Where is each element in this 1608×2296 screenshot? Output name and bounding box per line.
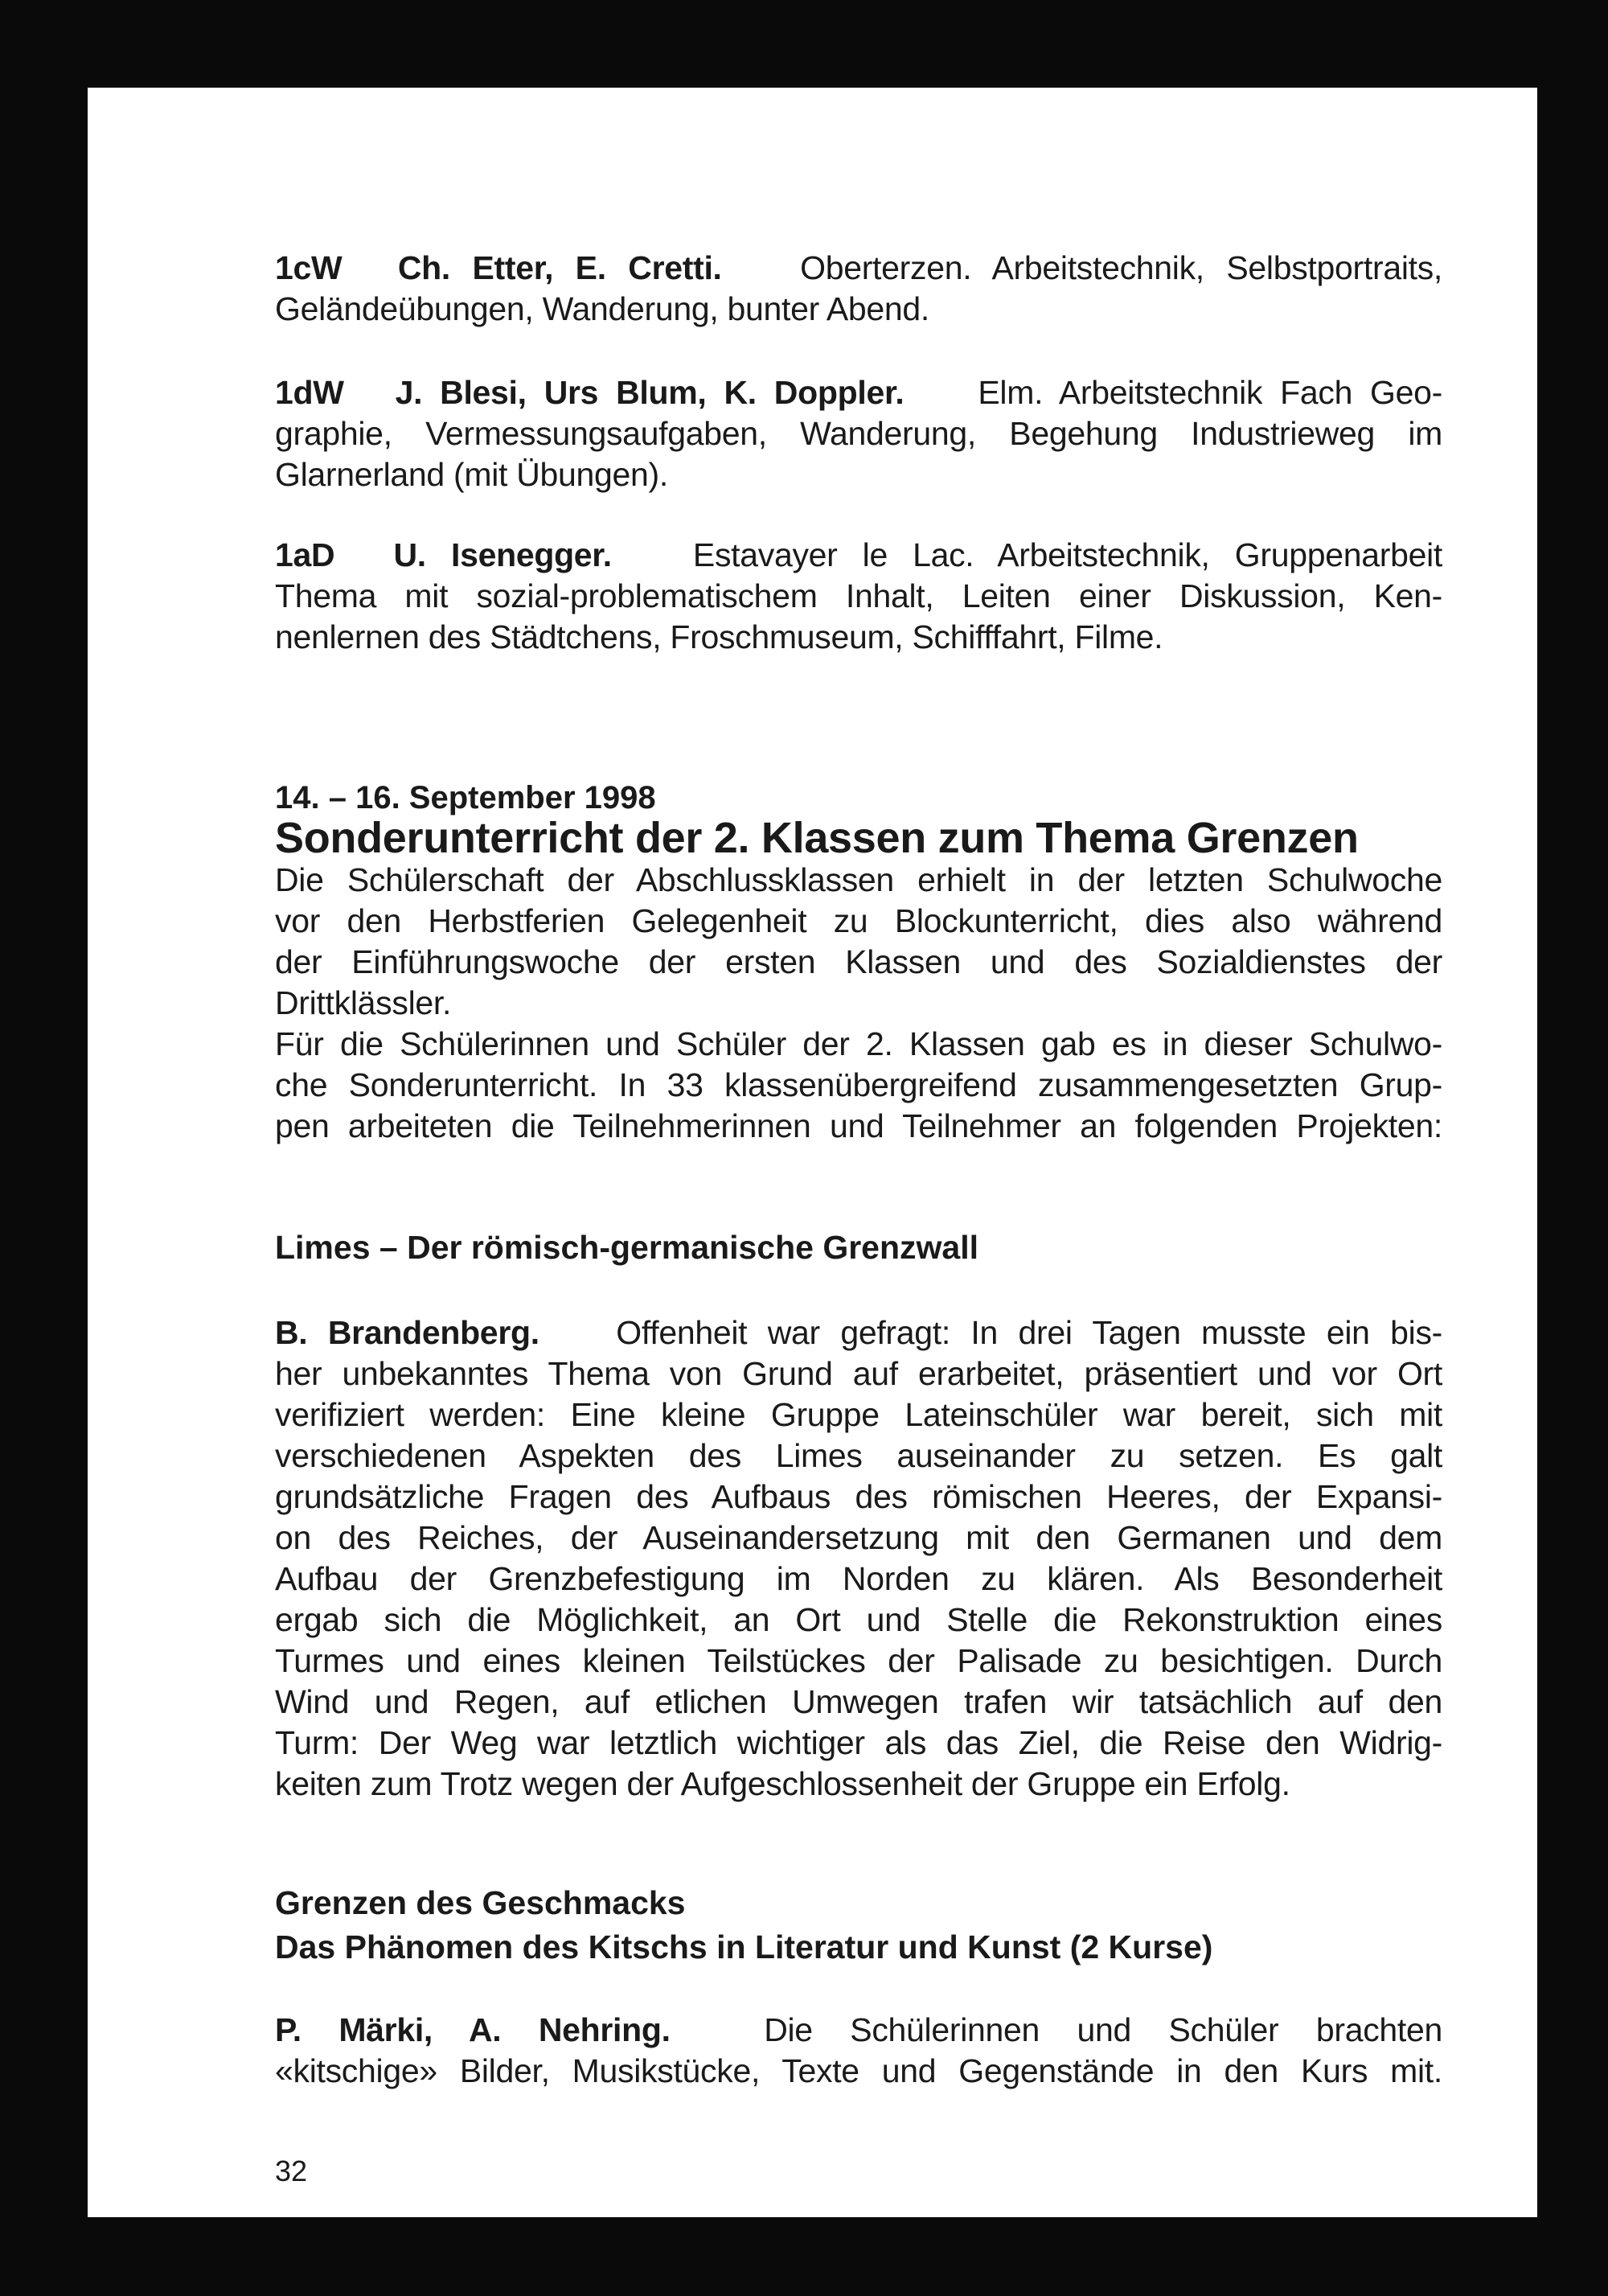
text-line <box>275 1764 1442 1805</box>
author-names: B. Brandenberg. <box>275 1314 539 1351</box>
text-line <box>275 617 1442 658</box>
line-text: der Einführungswoche der ersten Klassen und des Sozialdienstes der <box>275 943 1442 980</box>
text-line <box>275 289 1442 330</box>
line-text: Offenheit war gefragt: In drei Tagen musste ein bis- <box>616 1314 1442 1351</box>
line-text: vor den Herbstferien Gelegenheit zu Blockunterricht, dies also während <box>275 902 1442 939</box>
line-text: che Sonderunterricht. In 33 klassenübergreifend zusammengesetzten Grup- <box>275 1066 1442 1103</box>
line-text: Estavayer le Lac. Arbeitstechnik, Gruppenarbeit <box>692 536 1442 573</box>
text-line <box>275 860 1442 901</box>
limes-paragraph <box>275 1312 1442 1805</box>
text-line <box>275 1723 1442 1764</box>
intro-paragraph <box>275 860 1442 1147</box>
line-text: Turm: Der Weg war letztlich wichtiger als das Ziel, die Reise den Widrig- <box>275 1724 1442 1761</box>
text-line <box>275 372 1442 413</box>
line-text: Glarnerland (mit Übungen). <box>275 456 668 493</box>
line-text: pen arbeiteten die Teilnehmerinnen und Teilnehmer an folgenden Projekten: <box>275 1107 1442 1144</box>
text-line <box>275 1065 1442 1106</box>
author-names: J. Blesi, Urs Blum, K. Doppler. <box>395 374 904 411</box>
text-line <box>275 1518 1442 1559</box>
text-line <box>275 1106 1442 1147</box>
line-text: graphie, Vermessungsaufgaben, Wanderung, Begehung Industrieweg im <box>275 415 1442 452</box>
line-text: nenlernen des Städtchens, Froschmuseum, Schifffahrt, Filme. <box>275 618 1163 655</box>
kitsch-heading <box>275 1881 1212 1969</box>
text-line <box>275 1600 1442 1641</box>
author-names: U. Isenegger. <box>393 536 612 573</box>
text-line <box>275 2051 1442 2092</box>
line-text: grundsätzliche Fragen des Aufbaus des römischen Heeres, der Expansi- <box>275 1478 1442 1515</box>
text-line <box>275 454 1442 495</box>
line-text: Elm. Arbeitstechnik Fach Geo- <box>978 374 1442 411</box>
line-text: ergab sich die Möglichkeit, an Ort und Stelle die Rekonstruktion eines <box>275 1601 1442 1638</box>
entry-1dw <box>275 372 1442 495</box>
text-line <box>275 413 1442 454</box>
class-code: 1aD <box>275 536 335 573</box>
text-line <box>275 1024 1442 1065</box>
kitsch-heading-line-1: Grenzen des Geschmacks <box>275 1884 686 1921</box>
page-number: 32 <box>275 2154 308 2187</box>
line-text: Drittklässler. <box>275 984 452 1021</box>
text-line <box>275 983 1442 1024</box>
class-code: 1cW <box>275 249 343 286</box>
text-line <box>275 1559 1442 1600</box>
text-line <box>275 1436 1442 1477</box>
text-line <box>275 576 1442 617</box>
line-text: Die Schülerinnen und Schüler brachten <box>764 2011 1442 2048</box>
section-date: 14. – 16. September 1998 <box>275 780 656 815</box>
line-text: on des Reiches, der Auseinandersetzung mit den Germanen und dem <box>275 1519 1442 1556</box>
document-page <box>88 88 1537 2217</box>
kitsch-heading-line-2: Das Phänomen des Kitschs in Literatur und Kunst (2 Kurse) <box>275 1928 1213 1965</box>
line-text: verschiedenen Aspekten des Limes auseinander zu setzen. Es galt <box>275 1437 1442 1474</box>
line-text: Wind und Regen, auf etlichen Umwegen trafen wir tatsächlich auf den <box>275 1683 1442 1720</box>
line-text: Geländeübungen, Wanderung, bunter Abend. <box>275 290 929 327</box>
text-line <box>275 1641 1442 1682</box>
class-code: 1dW <box>275 374 344 411</box>
line-text: verifiziert werden: Eine kleine Gruppe Lateinschüler war bereit, sich mit <box>275 1396 1442 1433</box>
text-line <box>275 248 1442 289</box>
line-text: her unbekanntes Thema von Grund auf erarbeitet, präsentiert und vor Ort <box>275 1355 1442 1392</box>
author-names: P. Märki, A. Nehring. <box>275 2011 671 2048</box>
line-text: Thema mit sozial-problematischem Inhalt, Leiten einer Diskussion, Ken- <box>275 577 1442 614</box>
text-line <box>275 1477 1442 1518</box>
line-text: keiten zum Trotz wegen der Aufgeschlossenheit der Gruppe ein Erfolg. <box>275 1765 1290 1802</box>
section-title: Sonderunterricht der 2. Klassen zum Thema Grenzen <box>275 814 1359 862</box>
text-line <box>275 1394 1442 1436</box>
line-text: Aufbau der Grenzbefestigung im Norden zu klären. Als Besonderheit <box>275 1560 1442 1597</box>
text-line <box>275 942 1442 983</box>
limes-heading: Limes – Der römisch-germanische Grenzwall <box>275 1229 978 1266</box>
text-line <box>275 1353 1442 1394</box>
line-text: Oberterzen. Arbeitstechnik, Selbstportraits, <box>800 249 1443 286</box>
text-line <box>275 1682 1442 1723</box>
author-names: Ch. Etter, E. Cretti. <box>397 249 722 286</box>
entry-1ad <box>275 535 1442 658</box>
text-line <box>275 2010 1442 2051</box>
line-text: Für die Schülerinnen und Schüler der 2. Klassen gab es in dieser Schulwo- <box>275 1025 1442 1062</box>
text-line <box>275 1312 1442 1353</box>
line-text: «kitschige» Bilder, Musikstücke, Texte und Gegenstände in den Kurs mit. <box>275 2052 1442 2089</box>
text-line <box>275 535 1442 576</box>
line-text: Die Schülerschaft der Abschlussklassen erhielt in der letzten Schulwoche <box>275 861 1442 898</box>
kitsch-paragraph <box>275 2010 1442 2092</box>
text-line <box>275 901 1442 942</box>
line-text: Turmes und eines kleinen Teilstückes der Palisade zu besichtigen. Durch <box>275 1642 1442 1679</box>
entry-1cw <box>275 248 1442 330</box>
